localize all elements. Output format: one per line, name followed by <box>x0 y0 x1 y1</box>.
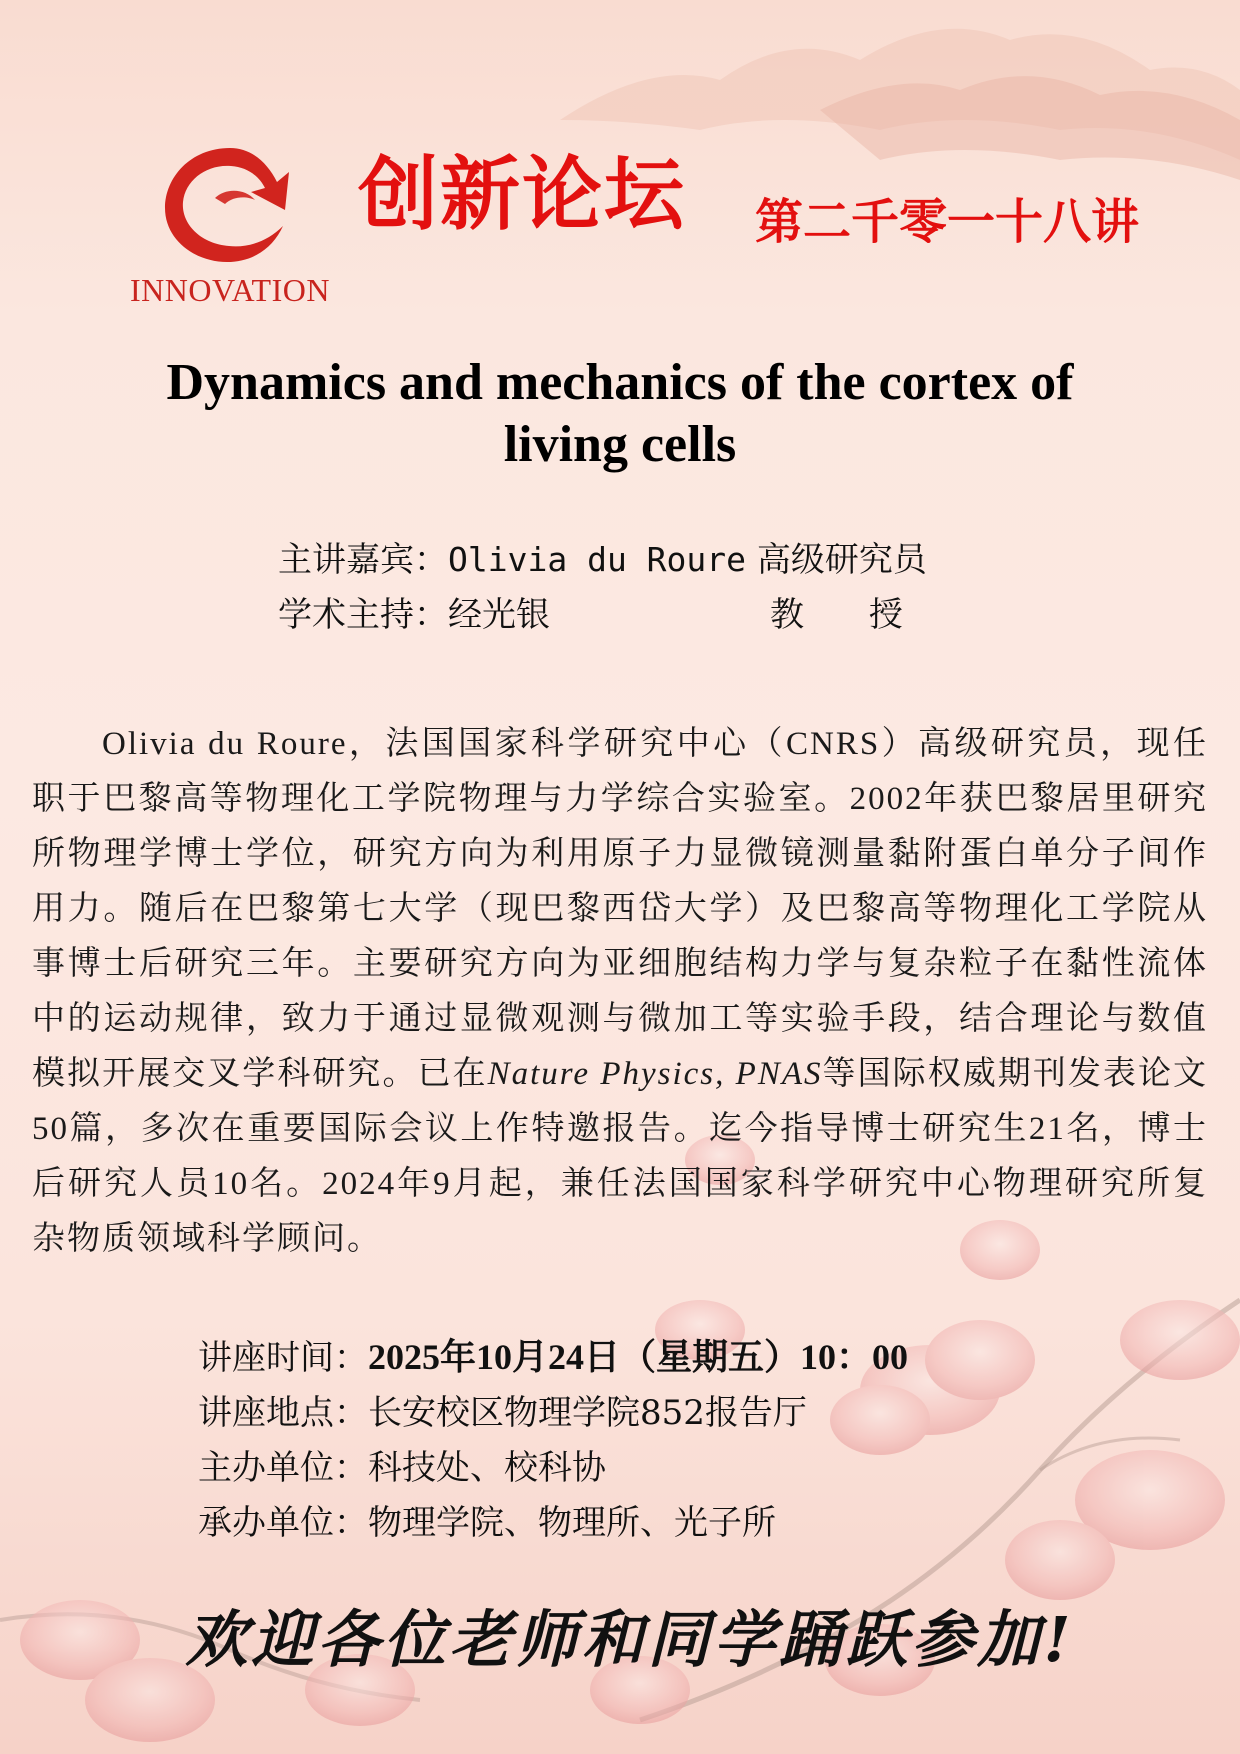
organizer-label: 主办单位： <box>198 1448 368 1488</box>
people-section <box>278 532 927 643</box>
host-title: 教 授 <box>770 595 903 635</box>
time-row <box>198 1330 908 1386</box>
host-label: 学术主持： <box>278 595 448 635</box>
host-row <box>278 588 927 643</box>
undertaker-row <box>198 1496 908 1551</box>
bio-text-part2: 等国际权威期刊发表论文50篇，多次在重要国际会议上作特邀报告。迄今指导博士研究生21名，博士后研究人员10名。2024年9月起，兼任法国国家科学研究中心物理研究所复杂物质领域科学顾问。 <box>32 1056 1209 1257</box>
host-name: 经光银 <box>448 595 550 635</box>
lecture-number: 第二千零一十八讲 <box>755 194 1140 250</box>
organizer-value: 科技处、校科协 <box>368 1448 606 1488</box>
undertaker-label: 承办单位： <box>198 1503 368 1543</box>
bio-journals: Nature Physics, PNAS <box>487 1056 823 1092</box>
speaker-row <box>278 532 927 588</box>
speaker-name: Olivia du Roure <box>448 540 747 579</box>
talk-title-line1: Dynamics and mechanics of the cortex of <box>166 354 1074 411</box>
forum-title: 创新论坛 <box>358 148 686 241</box>
welcome-message: 欢迎各位老师和同学踊跃参加! <box>185 1603 1075 1676</box>
speaker-title: 高级研究员 <box>756 540 927 580</box>
place-row <box>198 1386 908 1441</box>
innovation-logo <box>115 140 345 320</box>
place-value: 长安校区物理学院852报告厅 <box>368 1393 807 1433</box>
talk-title <box>60 352 1180 476</box>
logo-text: INNOVATION <box>130 272 330 308</box>
swirl-logo-icon <box>155 140 305 270</box>
time-label: 讲座时间： <box>198 1338 368 1378</box>
place-label: 讲座地点： <box>198 1393 368 1433</box>
lecture-info <box>198 1330 908 1551</box>
organizer-row <box>198 1441 908 1496</box>
undertaker-value: 物理学院、物理所、光子所 <box>368 1503 776 1543</box>
speaker-bio <box>32 717 1208 1267</box>
time-value: 2025年10月24日（星期五）10：00 <box>368 1337 909 1377</box>
bio-text-part1: Olivia du Roure，法国国家科学研究中心（CNRS）高级研究员，现任职于巴黎高等物理化工学院物理与力学综合实验室。2002年获巴黎居里研究所物理学博士学位，研究方向为利用原子力显微镜测量黏附蛋白单分子间作用力。随后在巴黎第七大学（现巴黎西岱大学）及巴黎高等物理化工学院从事博士后研究三年。主要研究方向为亚细胞结构力学与复杂粒子在黏性流体中的运动规律，致力于通过显微观测与微加工等实验手段，结合理论与数值模拟开展交叉学科研究。已在 <box>32 726 1208 1092</box>
speaker-label: 主讲嘉宾： <box>278 540 448 580</box>
talk-title-line2: living cells <box>503 416 737 473</box>
